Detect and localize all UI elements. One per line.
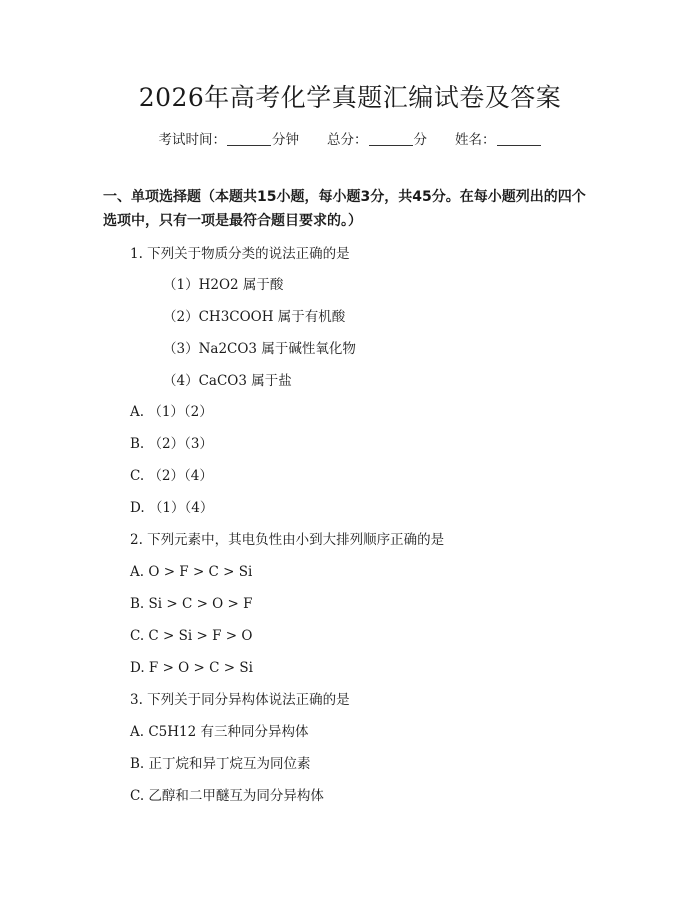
exam-time-blank[interactable] <box>227 131 271 146</box>
answer-option: B. 正丁烷和异丁烷互为同位素 <box>130 756 311 772</box>
answer-option: A. O > F > C > Si <box>130 564 253 580</box>
answer-option: A. C5H12 有三种同分异构体 <box>130 724 309 740</box>
exam-time-field <box>159 128 300 152</box>
answer-option: C. （2）（4） <box>130 468 213 484</box>
exam-time-unit: 分钟 <box>272 132 299 148</box>
total-score-field <box>327 128 427 152</box>
statement-item: （2）CH3COOH 属于有机酸 <box>163 309 346 325</box>
question-stem: 1. 下列关于物质分类的说法正确的是 <box>130 246 350 262</box>
answer-option: C. C > Si > F > O <box>130 628 253 644</box>
statement-item: （4）CaCO3 属于盐 <box>163 373 292 389</box>
answer-option: B. Si > C > O > F <box>130 596 253 612</box>
section-heading: 一、单项选择题（本题共15小题，每小题3分，共45分。在每小题列出的四个选项中，只有一项是最符合题目要求的。） <box>103 189 586 229</box>
answer-option: C. 乙醇和二甲醚互为同分异构体 <box>130 788 324 804</box>
total-score-unit: 分 <box>413 132 427 148</box>
question-stem: 2. 下列元素中，其电负性由小到大排列顺序正确的是 <box>130 532 445 548</box>
page-title: 2026年高考化学真题汇编试卷及答案 <box>138 83 562 112</box>
answer-option: D. F > O > C > Si <box>130 660 253 676</box>
statement-item: （3）Na2CO3 属于碱性氧化物 <box>163 341 356 357</box>
student-name-field <box>455 128 542 152</box>
exam-time-label: 考试时间： <box>158 132 226 148</box>
answer-option: A. （1）（2） <box>130 404 213 420</box>
answer-option: D. （1）（4） <box>130 500 214 516</box>
answer-option: B. （2）（3） <box>130 436 213 452</box>
question-stem: 3. 下列关于同分异构体说法正确的是 <box>130 692 350 708</box>
total-score-label: 总分： <box>327 132 368 148</box>
student-name-label: 姓名： <box>455 132 496 148</box>
total-score-blank[interactable] <box>369 131 413 146</box>
exam-info-line <box>0 128 700 152</box>
student-name-blank[interactable] <box>497 131 541 146</box>
statement-item: （1）H2O2 属于酸 <box>163 277 284 293</box>
